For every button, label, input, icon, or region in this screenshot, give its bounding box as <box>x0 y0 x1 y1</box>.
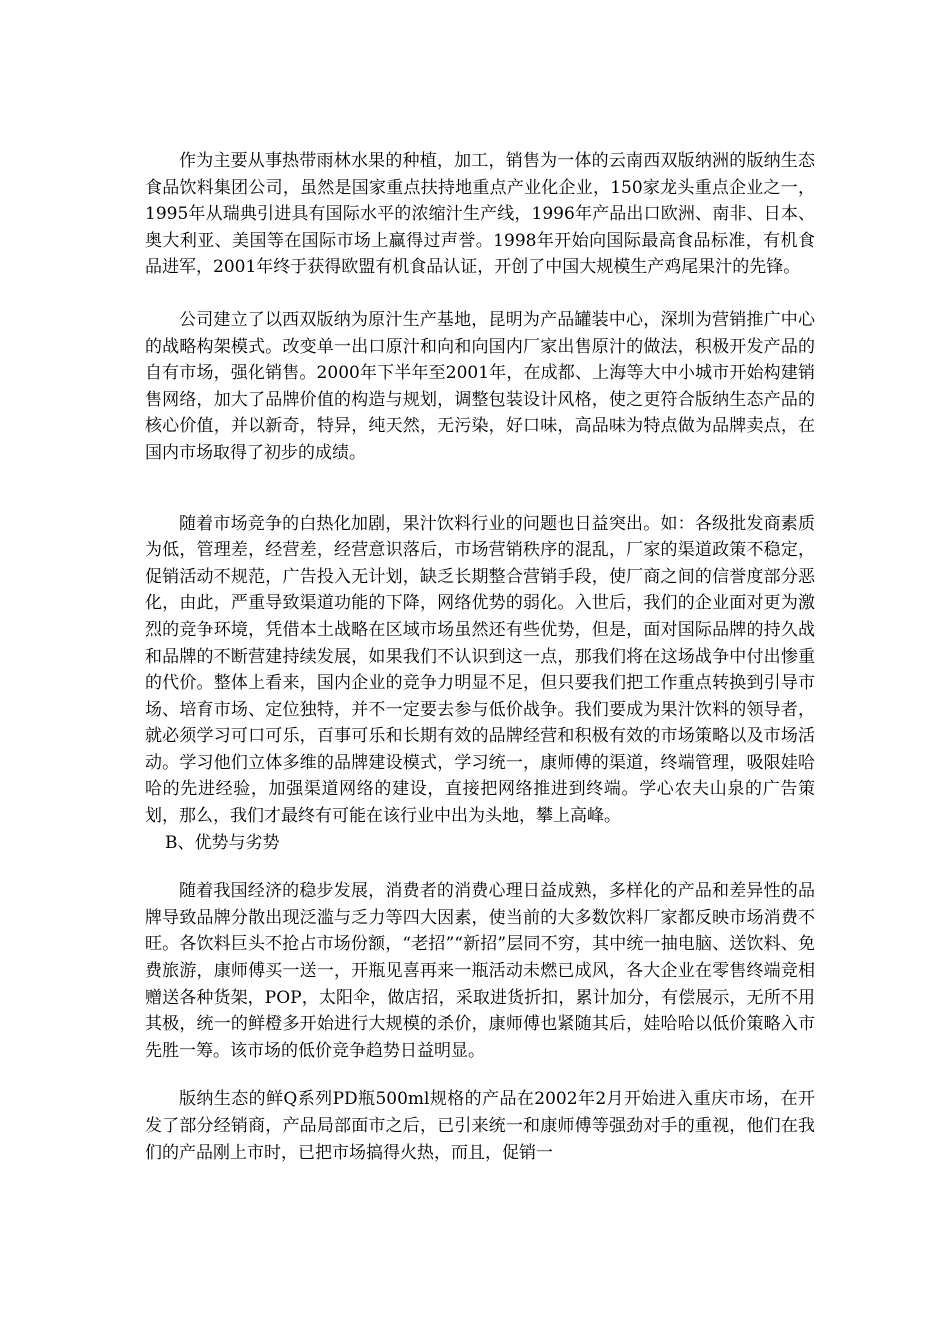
paragraph-market-competition: 随着市场竞争的白热化加剧，果汁饮料行业的问题也日益突出。如：各级批发商素质为低，管理差，经营差，经营意识落后，市场营销秩序的混乱，厂家的渠道政策不稳定，促销活动不规范，广告投入无计划，缺乏长期整合营销手段，使厂商之间的信誉度部分恶化，由此，严重导致渠道功能的下降，网络优势的弱化。入世后，我们的企业面对更为激烈的竞争环境，凭借本土战略在区域市场虽然还有些优势，但是，面对国际品牌的持久战和品牌的不断营建持续发展，如果我们不认识到这一点，那我们将在这场战争中付出惨重的代价。整体上看来，国内企业的竞争力明显不足，但只要我们把工作重点转换到引导市场、培育市场、定位独特，并不一定要去参与低价战争。我们要成为果汁饮料的领导者，就必须学习可口可乐，百事可乐和长期有效的品牌经营和积极有效的市场策略以及市场活动。学习他们立体多维的品牌建设模式，学习统一，康师傅的渠道，终端管理，吸限娃哈哈的先进经验，加强渠道网络的建设，直接把网络推进到终端。学心农夫山泉的广告策划，那么，我们才最终有可能在该行业中出为头地，攀上高峰。 <box>145 513 815 827</box>
paragraph-company-intro: 作为主要从事热带雨林水果的种植，加工，销售为一体的云南西双版纳洲的版纳生态食品饮料集团公司，虽然是国家重点扶持地重点产业化企业，150家龙头重点企业之一，1995年从瑞典引进具有国际水平的浓缩汁生产线，1996年产品出口欧洲、南非、日本、奥大利亚、美国等在国际市场上赢得过声誉。1998年开始向国际最高食品标准，有机食品进军，2001年终于获得欧盟有机食品认证，开创了中国大规模生产鸡尾果汁的先锋。 <box>145 151 815 278</box>
paragraph-spacer <box>145 281 815 307</box>
document-page <box>145 148 815 1166</box>
paragraph-strategy: 公司建立了以西双版纳为原汁生产基地，昆明为产品罐装中心，深圳为营销推广中心的战略构架模式。改变单一出口原汁和向和向国内厂家出售原汁的做法，积极开发产品的自有市场，强化销售。2000年下半年至2001年，在成都、上海等大中小城市开始构建销售网络，加大了品牌价值的构造与规划，调整包装设计风格，使之更符合版纳生态产品的核心价值，并以新奇，特异，纯天然，无污染，好口味，高品味为特点做为品牌卖点，在国内市场取得了初步的成绩。 <box>145 309 815 463</box>
paragraph-spacer <box>145 856 815 878</box>
paragraph-spacer <box>145 1064 815 1086</box>
paragraph-spacer <box>145 467 815 511</box>
section-heading: B、优势与劣势 <box>165 832 280 853</box>
paragraph-price-war: 随着我国经济的稳步发展，消费者的消费心理日益成熟，多样化的产品和差异性的品牌导致品牌分散出现泛滥与乏力等四大因素，使当前的大多数饮料厂家都反映市场消费不旺。各饮料巨头不抢占市场份额，“老招”“新招”层同不穷，其中统一抽电脑、送饮料、免费旅游，康师傅买一送一，开瓶见喜再来一瓶活动未燃已成风，各大企业在零售终端竞相赠送各种货架，POP，太阳伞，做店招，采取进货折扣，累计加分，有偿展示，无所不用其极，统一的鲜橙多开始进行大规模的杀价，康师傅也紧随其后，娃哈哈以低价策略入市先胜一筹。该市场的低价竞争趋势日益明显。 <box>145 881 815 1061</box>
paragraph-chongqing-market: 版纳生态的鲜Q系列PD瓶500ml规格的产品在2002年2月开始进入重庆市场，在开发了部分经销商，产品局部面市之后，已引来统一和康师傅等强劲对手的重视，他们在我们的产品刚上市时，已把市场搞得火热，而且，促销一 <box>145 1089 815 1163</box>
